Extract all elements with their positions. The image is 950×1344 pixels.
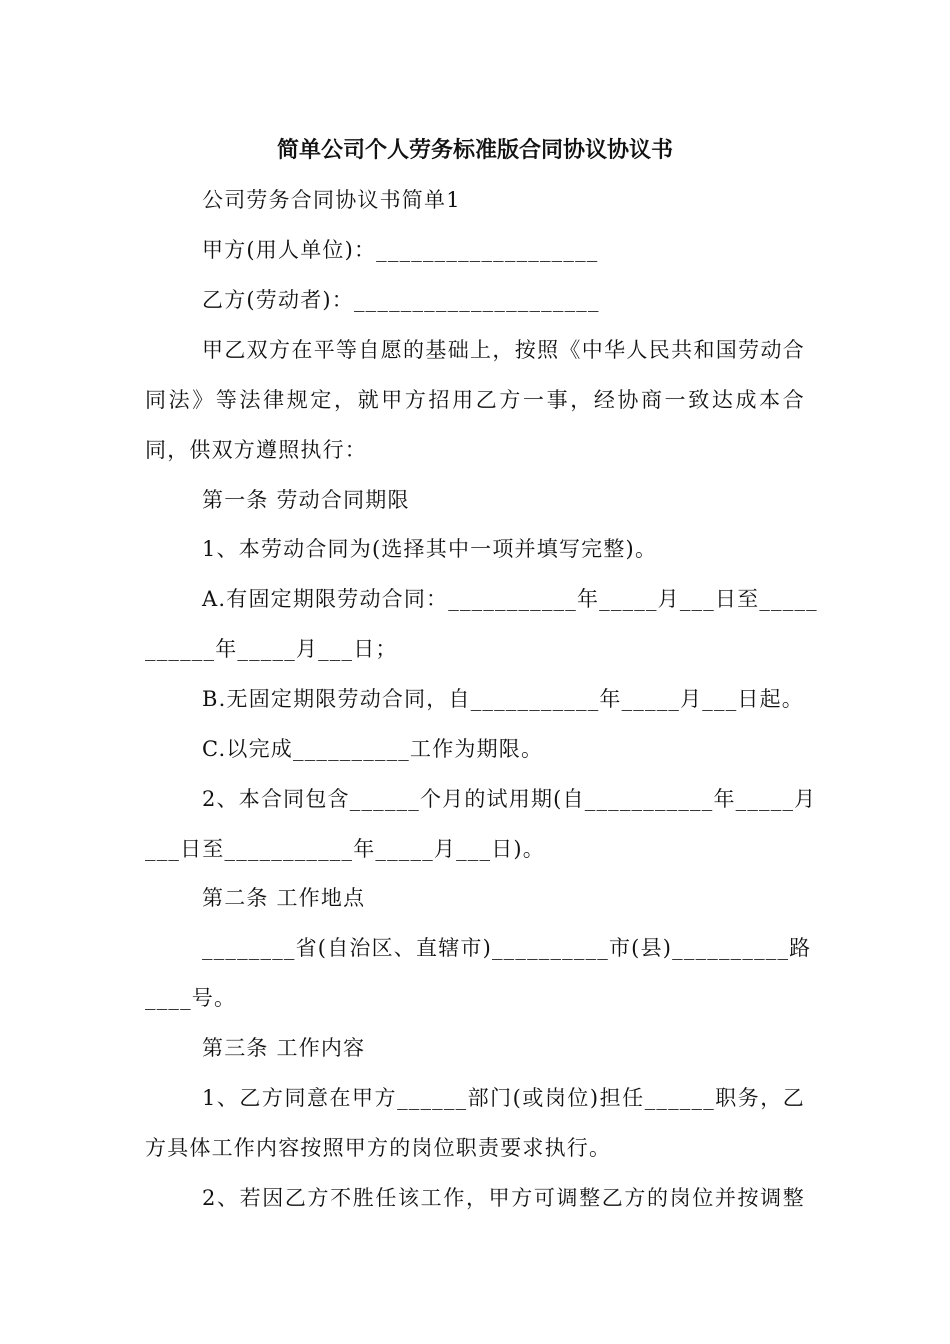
party-a-line: 甲方(用人单位)：___________________ — [202, 238, 599, 262]
preamble-line-1: 甲乙双方在平等自愿的基础上，按照《中华人民共和国劳动合 — [202, 338, 805, 362]
article-1-item-1: 1、本劳动合同为(选择其中一项并填写完整)。 — [202, 537, 658, 561]
preamble-line-2: 同法》等法律规定，就甲方招用乙方一事，经协商一致达成本合 — [145, 388, 805, 412]
article-3-item-1-line-1: 1、乙方同意在甲方______部门(或岗位)担任______职务，乙 — [202, 1086, 805, 1110]
article-3-item-1-line-2: 方具体工作内容按照甲方的岗位职责要求执行。 — [145, 1136, 612, 1160]
article-3-heading: 第三条 工作内容 — [202, 1036, 366, 1060]
article-1-heading: 第一条 劳动合同期限 — [202, 488, 410, 512]
article-1-option-b: B.无固定期限劳动合同，自___________年_____月___日起。 — [202, 687, 805, 711]
preamble-line-3: 同，供双方遵照执行： — [145, 438, 367, 462]
article-1-option-c: C.以完成__________工作为期限。 — [202, 737, 544, 761]
article-1-option-a-line-2: ______年_____月___日； — [145, 637, 398, 661]
article-1-option-a-line-1: A.有固定期限劳动合同：___________年_____月___日至_____ — [202, 587, 818, 611]
article-1-item-2-line-2: ___日至___________年_____月___日)。 — [145, 837, 545, 861]
article-2-address-line-2: ____号。 — [145, 986, 237, 1010]
party-b-line: 乙方(劳动者)：_____________________ — [202, 288, 600, 312]
article-2-address-line-1: ________省(自治区、直辖市)__________市(县)__________路 — [202, 936, 812, 960]
article-2-heading: 第二条 工作地点 — [202, 886, 366, 910]
document-subtitle: 公司劳务合同协议书简单1 — [202, 188, 461, 212]
article-3-item-2-line-1: 2、若因乙方不胜任该工作，甲方可调整乙方的岗位并按调整 — [202, 1186, 805, 1210]
document-title: 简单公司个人劳务标准版合同协议协议书 — [276, 138, 673, 163]
article-1-item-2-line-1: 2、本合同包含______个月的试用期(自___________年_____月 — [202, 787, 817, 811]
